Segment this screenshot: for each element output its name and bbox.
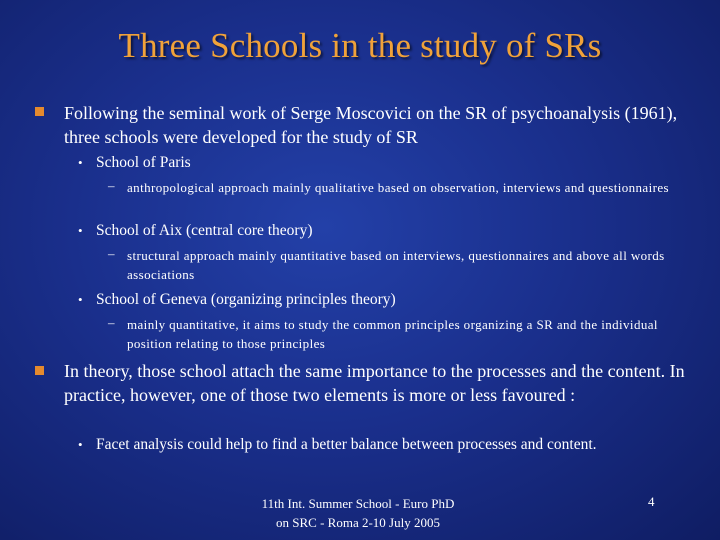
dash-bullet-icon: – [108, 246, 115, 261]
dot-bullet-icon: • [78, 437, 83, 452]
square-bullet-icon [35, 107, 44, 116]
slide-title: Three Schools in the study of SRs [118, 26, 602, 65]
school-description: mainly quantitative, it aims to study the common principles organizing a SR and the individual position relating to those principles [127, 317, 658, 351]
dash-bullet-icon: – [108, 315, 115, 330]
footer-line-1: 11th Int. Summer School - Euro PhD [261, 496, 455, 511]
bullet-text: Following the seminal work of Serge Moscovici on the SR of psychoanalysis (1961), three schools were developed for the study of SR [64, 103, 678, 147]
dot-bullet-icon: • [78, 155, 83, 170]
square-bullet-icon [35, 366, 44, 375]
dot-bullet-icon: • [78, 223, 83, 238]
facet-text: Facet analysis could help to find a better balance between processes and content. [96, 436, 597, 453]
dot-bullet-icon: • [78, 292, 83, 307]
page-number: 4 [648, 494, 655, 509]
bullet-text: In theory, those school attach the same importance to the processes and the content. In practice, however, one of those two elements is more or less favoured : [64, 361, 685, 405]
school-description: structural approach mainly quantitative based on interviews, questionnaires and above all words associations [127, 248, 665, 282]
footer-line-2: on SRC - Roma 2-10 July 2005 [276, 515, 440, 530]
footer [230, 494, 486, 532]
school-description: anthropological approach mainly qualitative based on observation, interviews and questionnaires [127, 180, 669, 195]
dash-bullet-icon: – [108, 178, 115, 193]
school-name: School of Aix (central core theory) [96, 222, 313, 239]
school-name: School of Paris [96, 154, 191, 171]
school-name: School of Geneva (organizing principles theory) [96, 291, 396, 308]
